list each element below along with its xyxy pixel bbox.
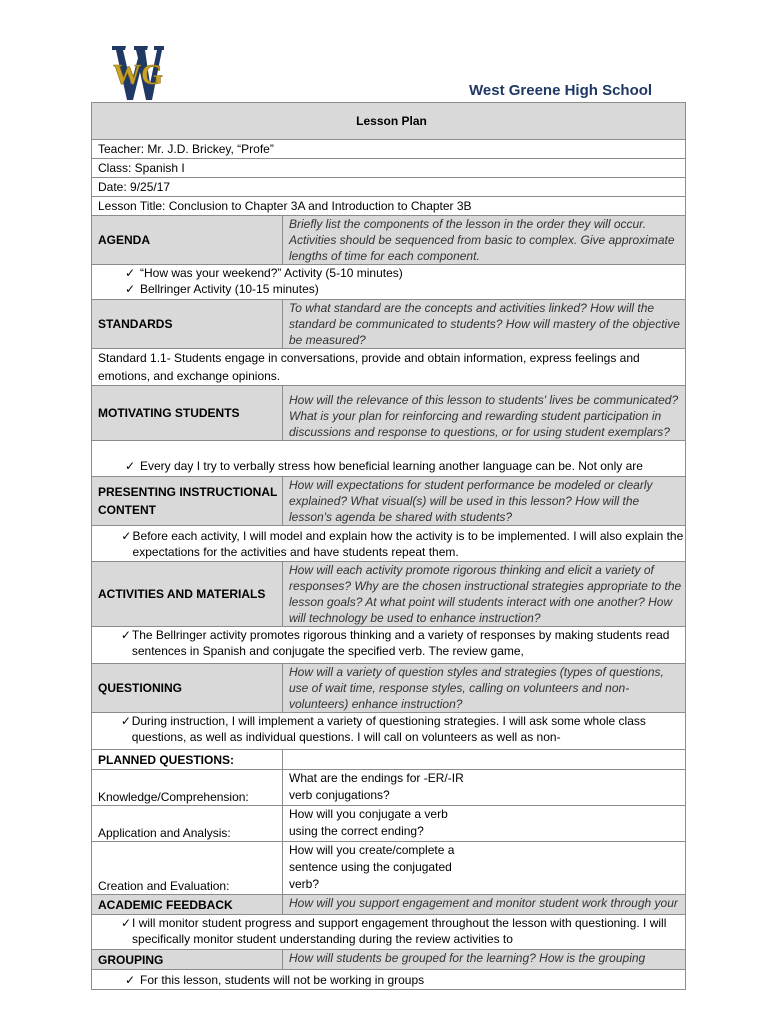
presenting-content: ✓ Before each activity, I will model and explain how the activity is to be implemented. I will also explain the expectations for the activities and have students repeat them. xyxy=(92,526,686,562)
check-icon: ✓ xyxy=(124,282,136,296)
lesson-plan-title: Lesson Plan xyxy=(92,103,686,140)
motivating-label: MOTIVATING STUDENTS xyxy=(92,386,283,441)
question-category: Application and Analysis: xyxy=(92,806,283,842)
planned-question: What are the endings for -ER/-IR verb conjugations? xyxy=(283,770,686,806)
planned-question: How will you conjugate a verb using the correct ending? xyxy=(283,806,686,842)
date-row: Date: 9/25/17 xyxy=(92,178,686,197)
presenting-label: PRESENTING INSTRUCTIONAL CONTENT xyxy=(92,477,283,526)
activities-prompt: How will each activity promote rigorous thinking and elicit a variety of responses? Why are the chosen instructional strategies appropriate to the lesson goals? At what point will students interact with one another? How will technology be used to enhance instruction? xyxy=(283,562,686,627)
school-name: West Greene High School xyxy=(469,82,653,99)
planned-questions-label: PLANNED QUESTIONS: xyxy=(92,750,283,770)
standards-content: Standard 1.1- Students engage in conversations, provide and obtain information, express feelings and emotions, and exchange opinions. xyxy=(92,349,686,386)
feedback-content: ✓ I will monitor student progress and support engagement throughout the lesson with questioning. I will specifically monitor student understanding during the review activities to xyxy=(92,915,686,950)
check-icon: ✓ xyxy=(124,266,136,280)
motivating-prompt: How will the relevance of this lesson to students' lives be communicated? What is your plan for reinforcing and rewarding student participation in discussions and response to questions, or for using student exemplars? xyxy=(283,386,686,441)
presenting-prompt: How will expectations for student performance be modeled or clearly explained? What visual(s) will be used in this lesson? How will the lesson's agenda be shared with students? xyxy=(283,477,686,526)
feedback-prompt: How will you support engagement and monitor student work through your xyxy=(283,895,686,915)
agenda-content xyxy=(92,265,686,300)
motivating-content: ✓ Every day I try to verbally stress how beneficial learning another language can be. Not only are xyxy=(92,441,686,477)
class-row: Class: Spanish I xyxy=(92,159,686,178)
questioning-content: ✓ During instruction, I will implement a variety of questioning strategies. I will ask some whole class questions, as well as individual questions. I will call on volunteers as well as non- xyxy=(92,713,686,750)
check-icon: ✓ xyxy=(120,714,131,728)
grouping-prompt: How will students be grouped for the learning? How is the grouping xyxy=(283,950,686,970)
question-category: Knowledge/Comprehension: xyxy=(92,770,283,806)
lesson-title-row: Lesson Title: Conclusion to Chapter 3A and Introduction to Chapter 3B xyxy=(92,197,686,216)
check-icon: ✓ xyxy=(124,459,136,473)
grouping-label: GROUPING xyxy=(92,950,283,970)
grouping-content: ✓ For this lesson, students will not be working in groups xyxy=(92,970,686,990)
feedback-label: ACADEMIC FEEDBACK xyxy=(92,895,283,915)
agenda-item: ✓ “How was your weekend?” Activity (5-10 minutes) xyxy=(98,265,685,281)
check-icon: ✓ xyxy=(120,628,131,642)
agenda-prompt: Briefly list the components of the lesson in the order they will occur. Activities should be sequenced from basic to complex. Give approximate lengths of time for each component. xyxy=(283,216,686,265)
logo-monogram: WG xyxy=(113,60,163,91)
check-icon: ✓ xyxy=(124,972,136,987)
activities-content: ✓ The Bellringer activity promotes rigorous thinking and a variety of responses by making students read sentences in Spanish and conjugate the specified verb. The review game, xyxy=(92,627,686,664)
agenda-item: ✓ Bellringer Activity (10-15 minutes) xyxy=(98,281,685,297)
standards-prompt: To what standard are the concepts and activities linked? How will the standard be communicated to students? How will mastery of the objective be measured? xyxy=(283,300,686,349)
check-icon: ✓ xyxy=(121,528,132,543)
check-icon: ✓ xyxy=(120,916,132,930)
questioning-label: QUESTIONING xyxy=(92,664,283,713)
teacher-row: Teacher: Mr. J.D. Brickey, “Profe” xyxy=(92,140,686,159)
question-category: Creation and Evaluation: xyxy=(92,842,283,895)
planned-question: How will you create/complete a sentence using the conjugated verb? xyxy=(283,842,686,895)
school-logo xyxy=(112,44,164,100)
agenda-label: AGENDA xyxy=(92,216,283,265)
standards-label: STANDARDS xyxy=(92,300,283,349)
activities-label: ACTIVITIES AND MATERIALS xyxy=(92,562,283,627)
questioning-prompt: How will a variety of question styles and strategies (types of questions, use of wait time, response styles, calling on volunteers and non-volunteers) enhance instruction? xyxy=(283,664,686,713)
lesson-plan-table xyxy=(91,102,686,990)
